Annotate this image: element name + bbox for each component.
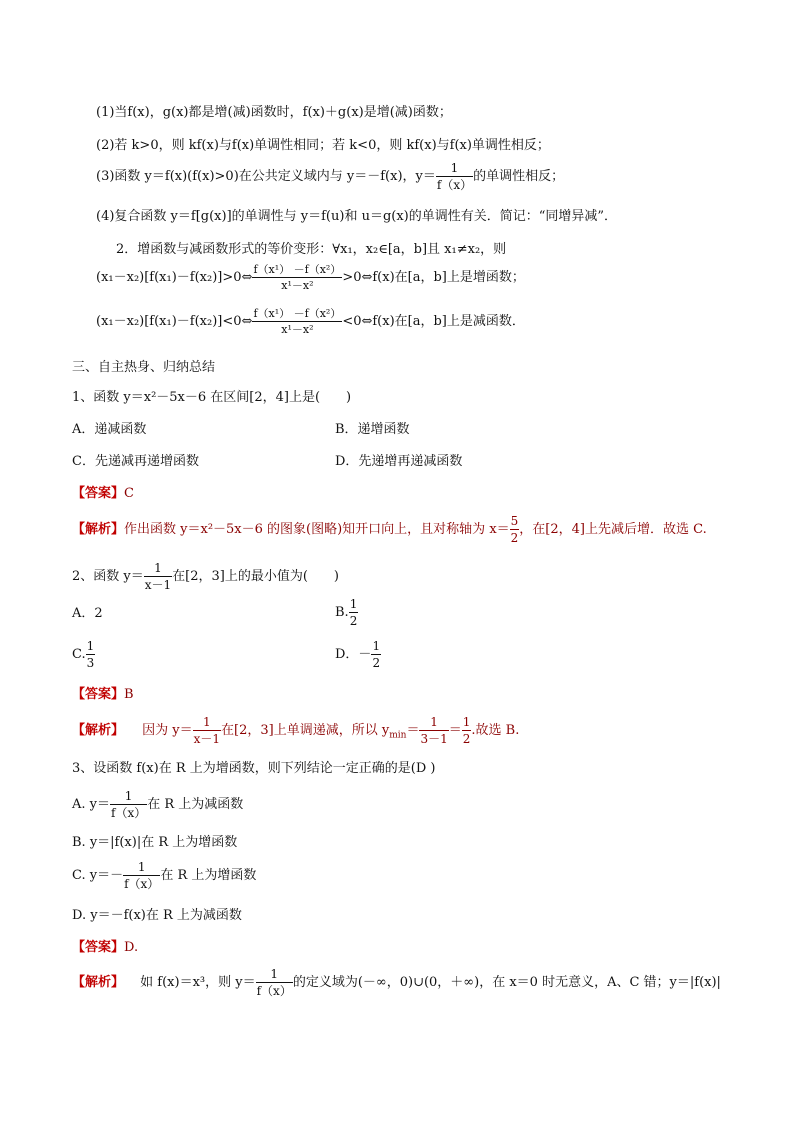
analysis-text-d: ＝ xyxy=(448,723,462,738)
equivalence-2-fraction xyxy=(252,308,342,335)
fraction-denominator: x¹－x² xyxy=(281,279,314,292)
option-text-a: A. y＝ xyxy=(72,797,110,812)
analysis-fraction xyxy=(510,515,520,544)
fraction-numerator: 1 xyxy=(436,162,473,177)
property-2: (2)若 k>0，则 kf(x)与f(x)单调性相同；若 k<0，则 kf(x)与f(x)单调性相反； xyxy=(96,138,550,153)
fraction-denominator: f（x） xyxy=(436,178,473,192)
fraction-denominator: x¹－x² xyxy=(281,323,314,336)
answer-value: B xyxy=(124,687,134,702)
equivalence-1-text-a: (x₁－x₂)[f(x₁)－f(x₂)]>0⇔ xyxy=(96,270,253,285)
question-3-option-d: D. y＝－f(x)在 R 上为减函数 xyxy=(72,908,242,923)
question-3-analysis xyxy=(72,968,721,997)
property-3-fraction xyxy=(436,162,473,191)
analysis-subscript: min xyxy=(389,730,407,741)
question-3-option-b: B. y＝|f(x)|在 R 上为增函数 xyxy=(72,835,238,850)
fraction-numerator: 1 xyxy=(144,562,172,577)
option-prefix: D．－ xyxy=(335,647,372,662)
property-1: (1)当f(x)，g(x)都是增(减)函数时，f(x)＋g(x)是增(减)函数； xyxy=(96,105,452,120)
answer-tag: 【答案】 xyxy=(72,687,125,702)
analysis-text-a: 因为 y＝ xyxy=(142,723,193,738)
question-1-option-a: A．递减函数 xyxy=(72,422,147,437)
section-2-heading: 2．增函数与减函数形式的等价变形：∀x₁，x₂∈[a，b]且 x₁≠x₂，则 xyxy=(116,242,507,257)
fraction-numerator: 1 xyxy=(462,715,471,729)
option-fraction xyxy=(110,790,147,819)
question-2-option-c xyxy=(72,640,95,669)
fraction-denominator: f（x） xyxy=(256,984,292,998)
option-fraction xyxy=(371,640,381,669)
analysis-text-a: 如 f(x)＝x³，则 y＝ xyxy=(140,975,256,990)
equivalence-2-text-b: <0⇔f(x)在[a，b]上是减函数． xyxy=(342,314,525,329)
option-prefix: B. xyxy=(335,605,349,620)
fraction-denominator: 2 xyxy=(372,656,381,670)
answer-tag: 【答案】 xyxy=(72,940,125,955)
question-2-option-a: A．2 xyxy=(72,606,103,621)
property-3-text-b: 的单调性相反； xyxy=(473,169,565,184)
fraction-numerator: f（x¹） －f（x²） xyxy=(253,263,342,276)
option-prefix: C. xyxy=(72,647,86,662)
stem-text-b: 在[2，3]上的最小值为( ) xyxy=(172,569,339,584)
equivalence-2 xyxy=(96,308,525,335)
analysis-text-a: 作出函数 y＝x²－5x－6 的图象(图略)知开口向上，且对称轴为 x＝ xyxy=(124,522,510,537)
fraction-numerator: 1 xyxy=(193,716,221,731)
fraction-denominator: 2 xyxy=(510,531,519,545)
question-3-option-a xyxy=(72,790,243,819)
option-text-a: C. y＝－ xyxy=(72,868,124,883)
analysis-text-c: ＝ xyxy=(406,723,420,738)
question-1-answer xyxy=(72,487,134,500)
fraction-denominator: 2 xyxy=(462,732,471,746)
analysis-text-b: 在[2，3]上单调递减，所以 y xyxy=(221,723,390,738)
fraction-numerator: 1 xyxy=(86,639,95,653)
question-1-analysis xyxy=(72,515,707,544)
fraction-denominator: f（x） xyxy=(124,877,160,891)
question-1-option-b: B．递增函数 xyxy=(335,422,410,437)
analysis-tag: 【解析】 xyxy=(72,522,125,537)
equivalence-1-text-b: >0⇔f(x)在[a，b]上是增函数； xyxy=(342,270,525,285)
fraction-denominator: 3 xyxy=(86,656,95,670)
analysis-fraction xyxy=(256,968,293,997)
fraction-denominator: 3－1 xyxy=(420,732,448,746)
option-text-b: 在 R 上为减函数 xyxy=(147,797,244,812)
stem-fraction xyxy=(144,562,172,591)
option-fraction xyxy=(349,598,359,627)
analysis-text-e: .故选 B. xyxy=(471,723,520,738)
property-4: (4)复合函数 y＝f[g(x)]的单调性与 y＝f(u)和 u＝g(x)的单调性有关．简记：“同增异减”． xyxy=(96,209,618,224)
fraction-numerator: f（x¹） －f（x²） xyxy=(253,307,342,320)
question-2-option-b xyxy=(335,598,358,627)
analysis-fraction-2 xyxy=(419,716,448,745)
fraction-numerator: 1 xyxy=(349,597,358,611)
option-text-b: 在 R 上为增函数 xyxy=(160,868,257,883)
property-3-text-a: (3)函数 y＝f(x)(f(x)>0)在公共定义域内与 y＝－f(x)，y＝ xyxy=(96,169,436,184)
analysis-text-b: ，在[2，4]上先减后增．故选 C. xyxy=(519,522,707,537)
question-2-analysis xyxy=(72,716,519,745)
fraction-numerator: 1 xyxy=(372,639,381,653)
analysis-text-b: 的定义域为(－∞，0)∪(0，＋∞)，在 x＝0 时无意义，A、C 错；y＝|f(x)| xyxy=(292,975,721,990)
property-3 xyxy=(96,162,564,191)
equivalence-1-fraction xyxy=(252,264,342,291)
question-3-option-c xyxy=(72,861,256,890)
analysis-tag: 【解析】 xyxy=(72,723,125,738)
question-1-option-c: C．先递减再递增函数 xyxy=(72,454,199,469)
fraction-denominator: f（x） xyxy=(111,806,147,820)
question-3-stem: 3、设函数 f(x)在 R 上为增函数，则下列结论一定正确的是(D ) xyxy=(72,761,436,776)
answer-tag: 【答案】 xyxy=(72,486,125,501)
fraction-numerator: 1 xyxy=(110,790,147,805)
fraction-denominator: x－1 xyxy=(144,578,172,592)
answer-value: C xyxy=(124,486,134,501)
fraction-numerator: 1 xyxy=(256,968,293,983)
analysis-tag: 【解析】 xyxy=(72,975,125,990)
question-1-stem: 1、函数 y＝x²－5x－6 在区间[2，4]上是( ) xyxy=(72,390,352,405)
stem-text-a: 2、函数 y＝ xyxy=(72,569,144,584)
fraction-denominator: x－1 xyxy=(193,732,221,746)
option-fraction xyxy=(123,861,160,890)
fraction-numerator: 1 xyxy=(419,716,448,731)
answer-value: D. xyxy=(124,940,139,955)
question-2-stem xyxy=(72,562,339,591)
analysis-fraction-1 xyxy=(193,716,221,745)
fraction-numerator: 1 xyxy=(123,861,160,876)
option-fraction xyxy=(86,640,96,669)
analysis-fraction-3 xyxy=(462,716,472,745)
section-title: 三、自主热身、归纳总结 xyxy=(72,360,216,375)
equivalence-1 xyxy=(96,264,525,291)
fraction-denominator: 2 xyxy=(349,614,358,628)
question-2-answer xyxy=(72,688,134,701)
fraction-numerator: 5 xyxy=(510,514,519,528)
question-1-option-d: D．先递增再递减函数 xyxy=(335,454,463,469)
equivalence-2-text-a: (x₁－x₂)[f(x₁)－f(x₂)]<0⇔ xyxy=(96,314,253,329)
question-3-answer xyxy=(72,941,138,954)
question-2-option-d xyxy=(335,640,381,669)
